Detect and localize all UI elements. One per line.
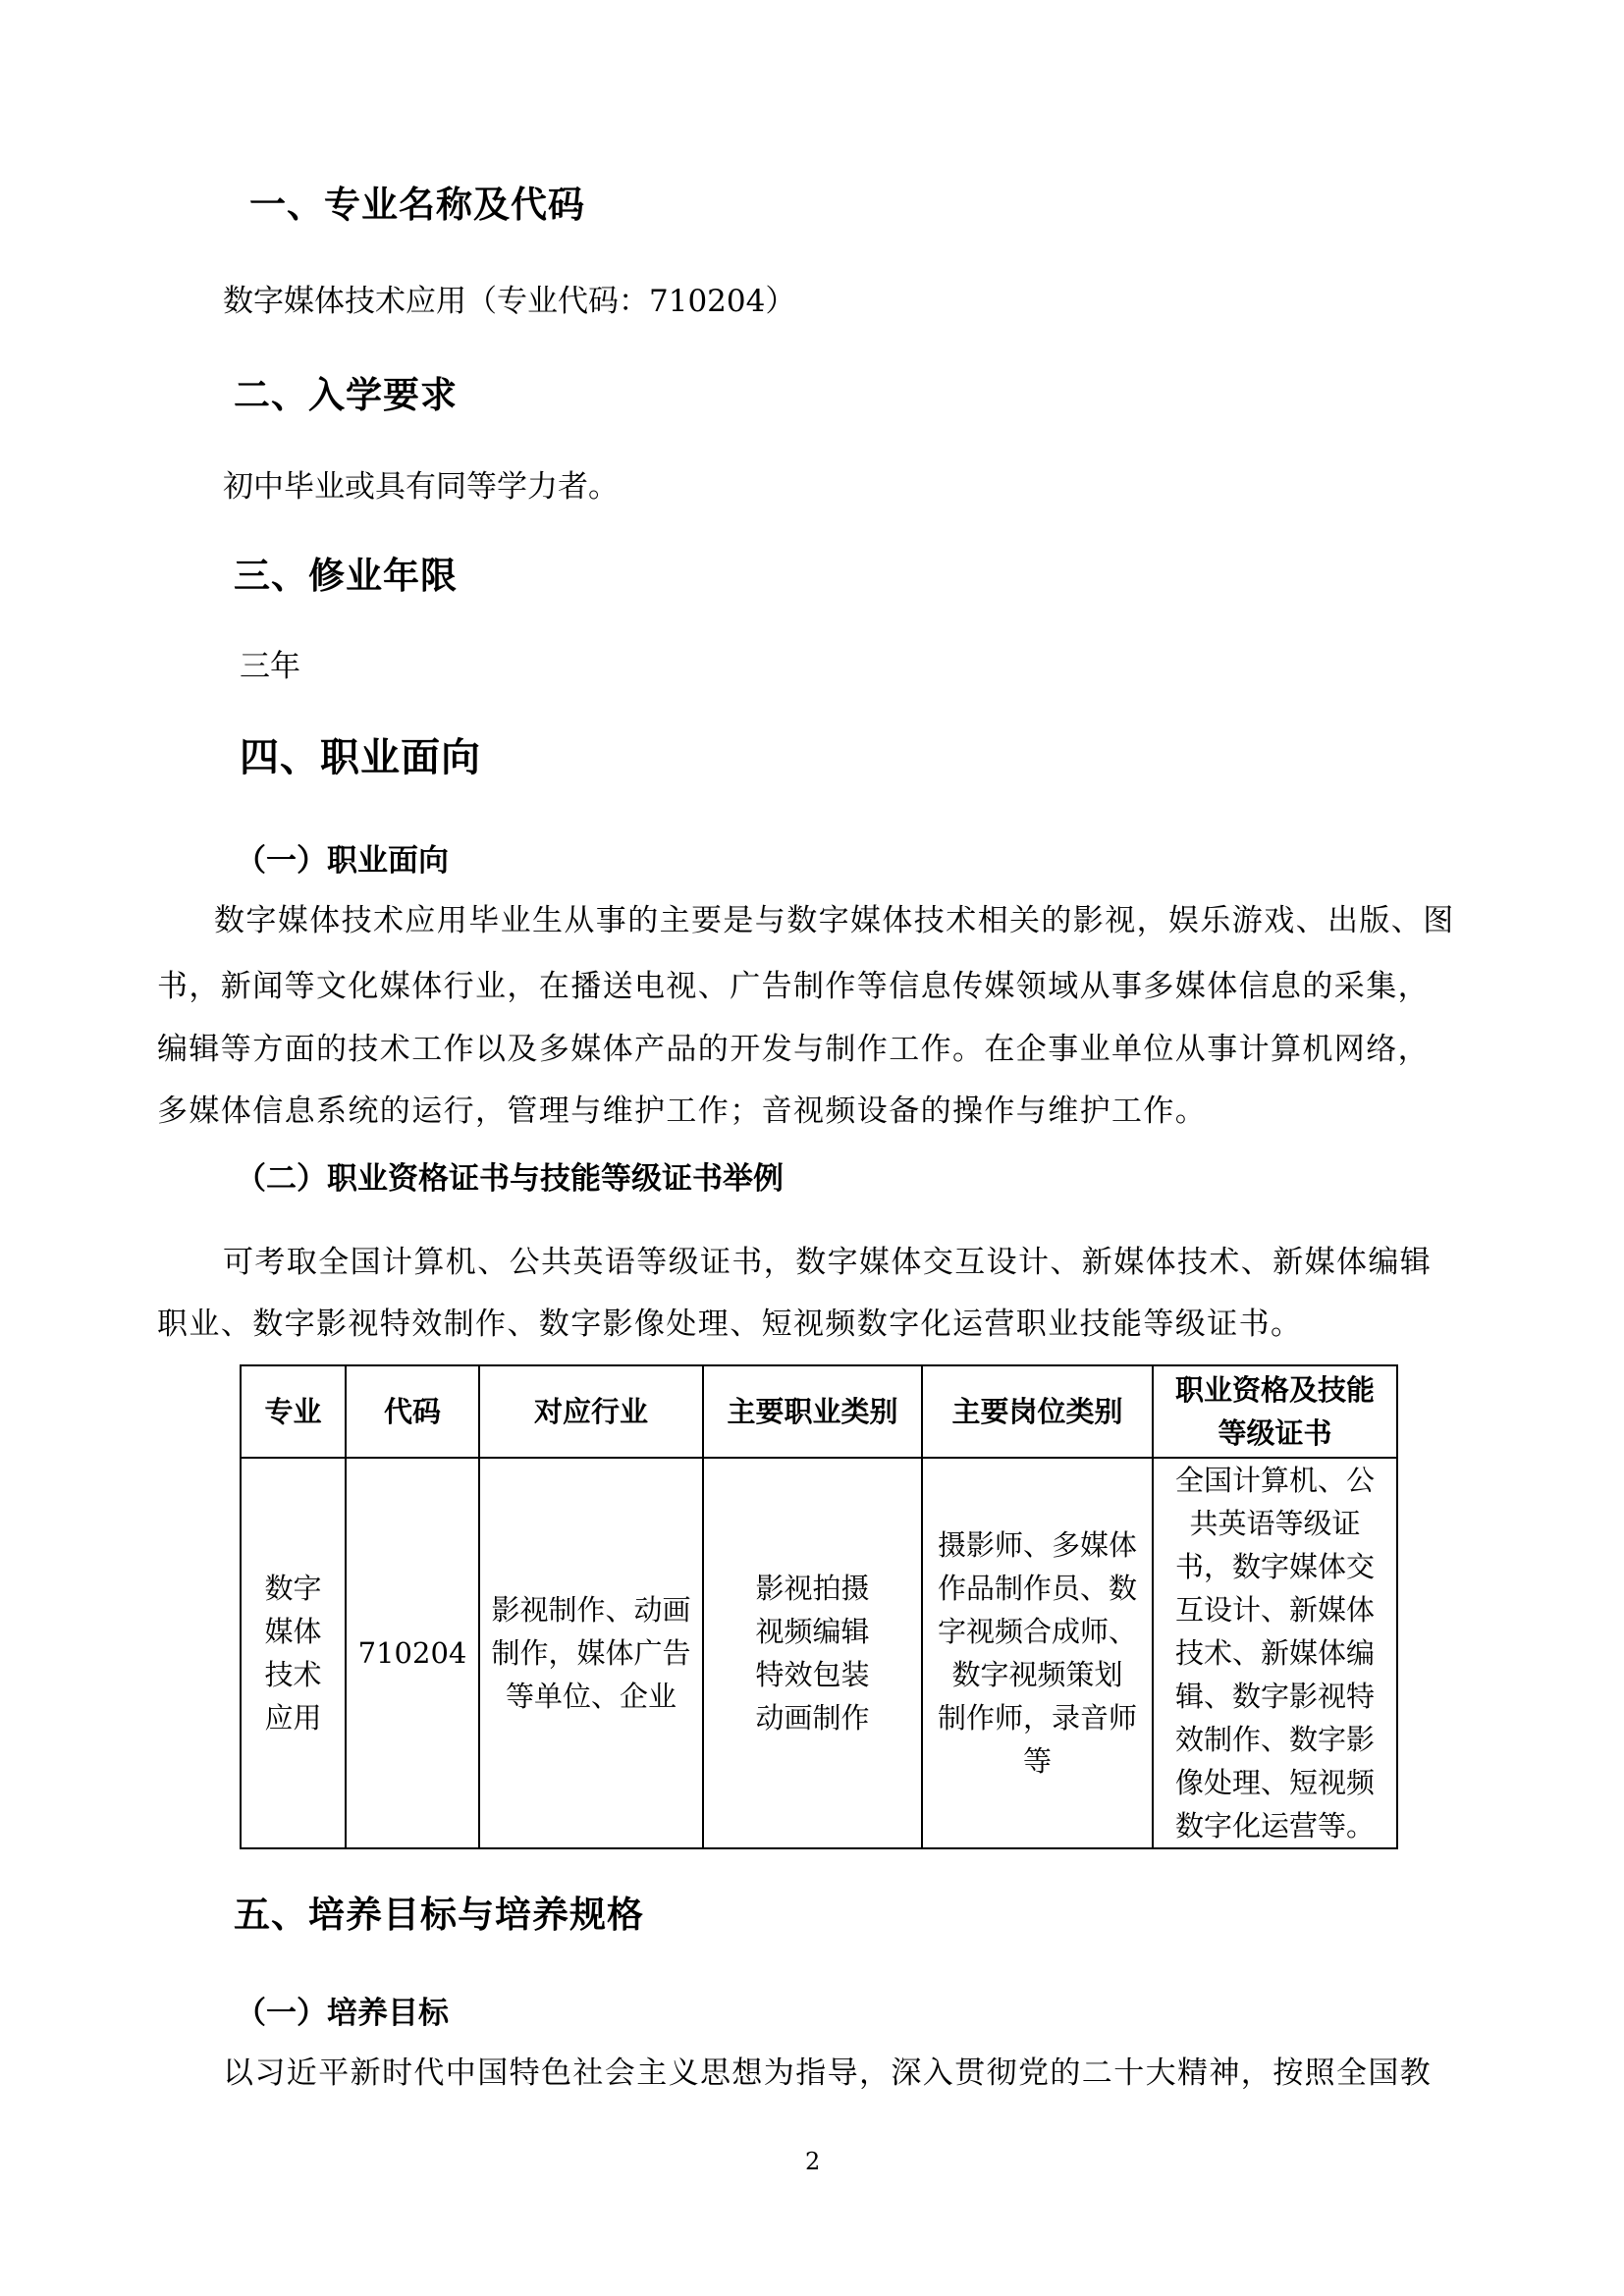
cell-line: 全国计算机、公 [1174,1464,1375,1497]
col-header-occupation: 主要职业类别 [703,1365,922,1458]
col-header-positions: 主要岗位类别 [922,1365,1153,1458]
cell-line: 制作师，录音师 [937,1701,1137,1735]
cell-line: 影视制作、动画 [491,1593,691,1627]
section-1-body: 数字媒体技术应用（专业代码：710204） [223,284,796,319]
table-header-row [241,1365,1397,1458]
cell-line: 数字化运营等。 [1174,1809,1375,1842]
cell-line: 动画制作 [755,1701,870,1735]
cell-line: 影视拍摄 [755,1572,870,1605]
cell-line: 特效包装 [755,1658,870,1691]
paragraph-line: 编辑等方面的技术工作以及多媒体产品的开发与制作工作。在企事业单位从事计算机网络， [157,1032,1430,1067]
col-header-major: 专业 [241,1365,346,1458]
certificate-table [240,1364,1398,1849]
paragraph-line: 以习近平新时代中国特色社会主义思想为指导，深入贯彻党的二十大精神，按照全国教 [223,2056,1433,2091]
cell-line: 应用 [264,1701,322,1735]
cell-line: 数字 [264,1572,322,1605]
cell-line: 共英语等级证 [1189,1507,1361,1540]
cell-industry [479,1458,703,1848]
paragraph-line: 可考取全国计算机、公共英语等级证书，数字媒体交互设计、新媒体技术、新媒体编辑 [223,1245,1433,1280]
cell-line: 像处理、短视频 [1174,1766,1375,1799]
col-header-certificates [1153,1365,1397,1458]
cell-line: 技术、新媒体编 [1174,1636,1375,1670]
table-row [241,1458,1397,1848]
cell-major [241,1458,346,1848]
page-number: 2 [805,2148,821,2175]
cell-line: 互设计、新媒体 [1174,1593,1375,1627]
section-2-body: 初中毕业或具有同等学力者。 [223,469,619,505]
section-5-sub1: （一）培养目标 [236,1996,449,2031]
cell-line: 字视频合成师、 [937,1615,1137,1648]
cell-line: 等单位、企业 [505,1680,677,1713]
paragraph-line: 数字媒体技术应用毕业生从事的主要是与数字媒体技术相关的影视，娱乐游戏、出版、图 [214,903,1455,938]
paragraph-line: 多媒体信息系统的运行，管理与维护工作；音视频设备的操作与维护工作。 [157,1094,1208,1129]
header-line: 等级证书 [1218,1416,1332,1450]
cell-line: 视频编辑 [755,1615,870,1648]
section-3-body: 三年 [240,649,300,684]
header-line: 职业资格及技能 [1174,1373,1375,1407]
cell-line: 书，数字媒体交 [1174,1550,1375,1583]
cell-occupation [703,1458,922,1848]
cell-line: 摄影师、多媒体 [937,1528,1137,1562]
cell-positions [922,1458,1153,1848]
paragraph-line: 职业、数字影视特效制作、数字影像处理、短视频数字化运营职业技能等级证书。 [157,1307,1303,1342]
section-4-title: 四、职业面向 [240,735,481,780]
col-header-code: 代码 [346,1365,479,1458]
cell-line: 作品制作员、数 [937,1572,1137,1605]
cell-line: 等 [1022,1744,1052,1778]
section-4-sub2: （二）职业资格证书与技能等级证书举例 [236,1161,784,1197]
paragraph-line: 书，新闻等文化媒体行业，在播送电视、广告制作等信息传媒领域从事多媒体信息的采集， [157,969,1430,1004]
section-2-title: 二、入学要求 [234,374,458,416]
cell-line: 效制作、数字影 [1174,1723,1375,1756]
cell-certificates [1153,1458,1397,1848]
cell-code: 710204 [346,1458,479,1848]
section-3-title: 三、修业年限 [234,555,458,597]
section-5-title: 五、培养目标与培养规格 [234,1894,644,1936]
cell-line: 媒体 [264,1615,322,1648]
col-header-industry: 对应行业 [479,1365,703,1458]
section-4-sub1: （一）职业面向 [236,843,449,879]
cell-line: 数字视频策划 [951,1658,1123,1691]
cell-line: 制作，媒体广告 [491,1636,691,1670]
section-1-title: 一、专业名称及代码 [249,184,585,226]
cell-line: 技术 [264,1658,322,1691]
cell-line: 辑、数字影视特 [1174,1680,1375,1713]
